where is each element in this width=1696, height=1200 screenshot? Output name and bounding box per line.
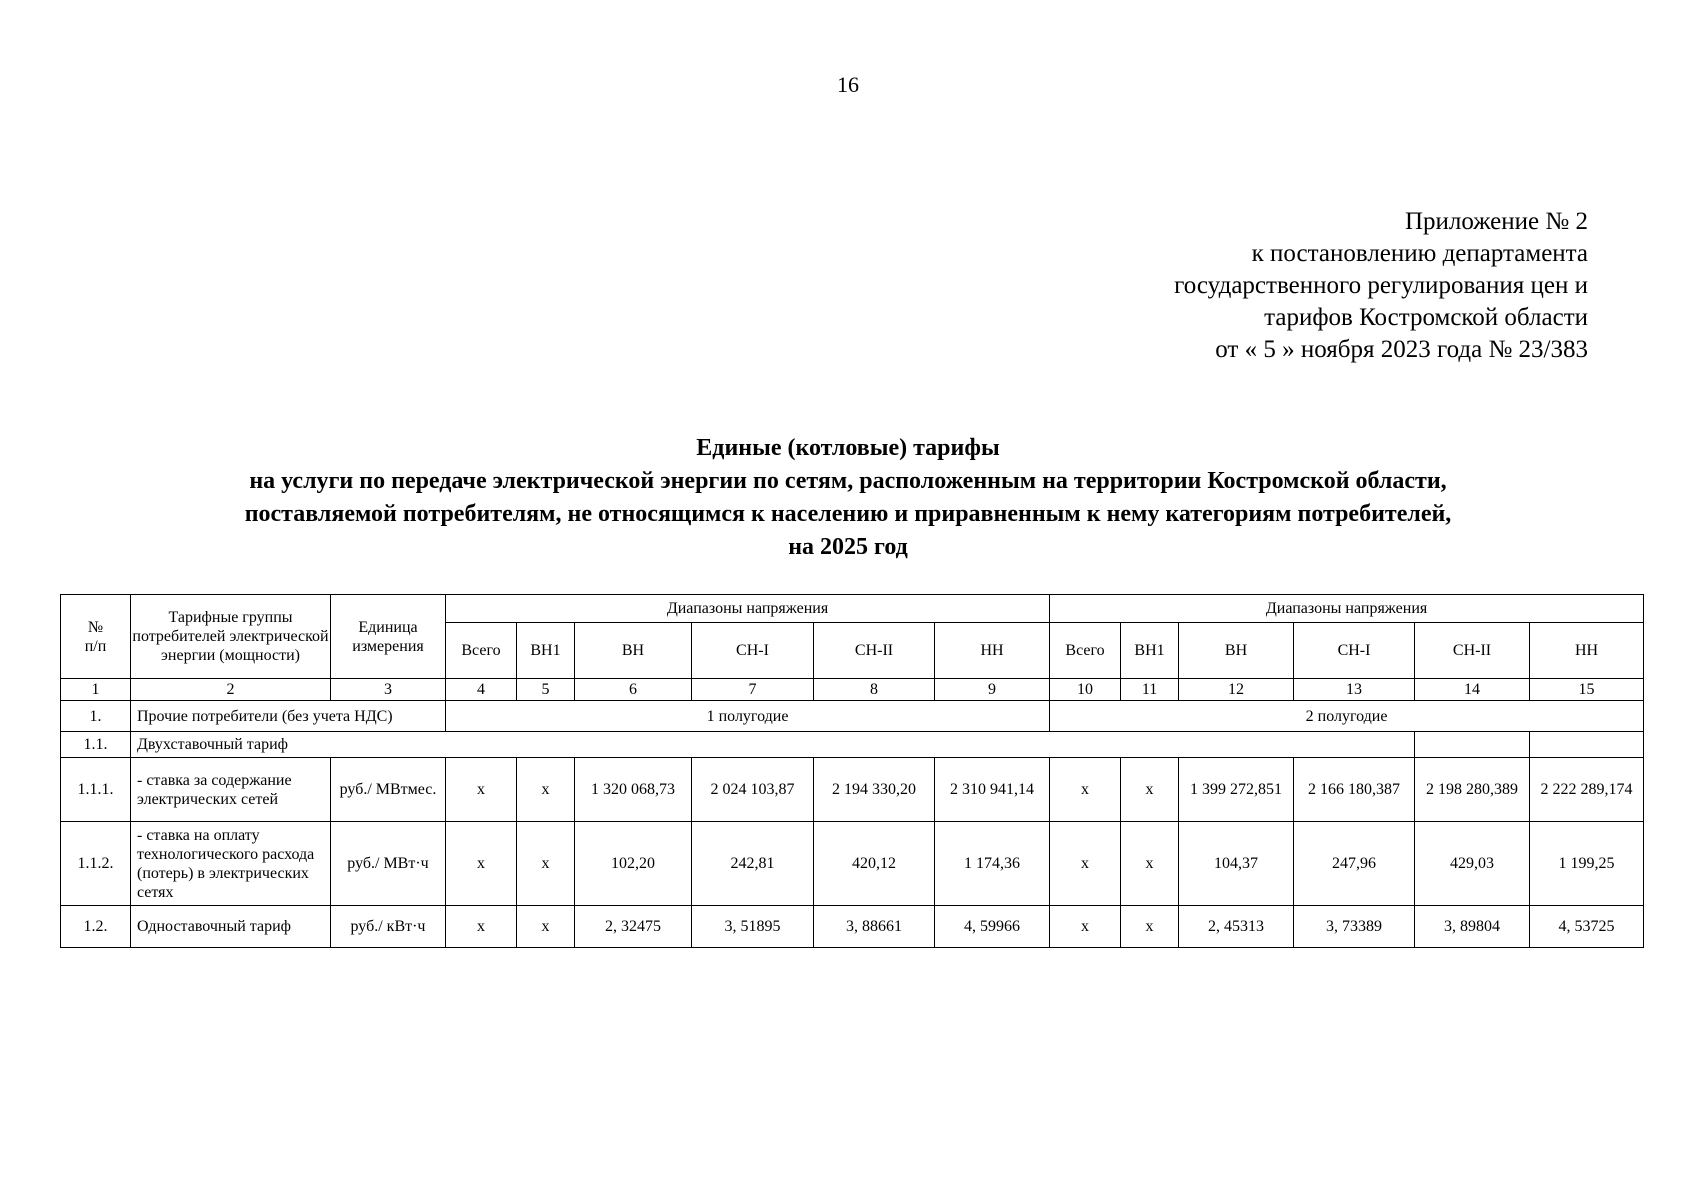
header-num: № п/п <box>61 595 131 679</box>
title-line: Единые (котловые) тарифы <box>696 435 1000 461</box>
header-groups: Тарифные группы потребителей электрической энергии (мощности) <box>131 595 331 679</box>
tariff-value: 2 166 180,387 <box>1294 758 1415 822</box>
table-row <box>61 758 1644 822</box>
voltage-range-header: ВН <box>1179 623 1294 679</box>
title-line: на 2025 год <box>788 534 908 560</box>
tariff-value: 1 174,36 <box>935 822 1050 906</box>
table-row <box>61 701 1644 732</box>
tariff-value: 4, 59966 <box>935 906 1050 948</box>
voltage-range-header: ВН1 <box>517 623 575 679</box>
voltage-range-header: НН <box>1530 623 1644 679</box>
header-ranges-2: Диапазоны напряжения <box>1050 595 1644 623</box>
table-row <box>61 822 1644 906</box>
table-header-row <box>61 595 1644 623</box>
tariff-value: 3, 88661 <box>814 906 935 948</box>
appendix-line: от « 5 » ноября 2023 года № 23/383 <box>1215 336 1588 363</box>
tariff-value: 4, 53725 <box>1530 906 1644 948</box>
column-number: 7 <box>692 679 814 701</box>
voltage-range-header: СН-II <box>814 623 935 679</box>
voltage-range-header: СН-I <box>692 623 814 679</box>
empty-cell <box>1530 732 1644 758</box>
tariff-value: х <box>1050 758 1121 822</box>
tariff-value: 2, 45313 <box>1179 906 1294 948</box>
column-number: 1 <box>61 679 131 701</box>
tariff-value: 247,96 <box>1294 822 1415 906</box>
column-number: 13 <box>1294 679 1415 701</box>
column-number: 9 <box>935 679 1050 701</box>
tariff-value: 2 198 280,389 <box>1415 758 1530 822</box>
table-row <box>61 906 1644 948</box>
header-unit: Единица измерения <box>331 595 446 679</box>
tariff-value: 429,03 <box>1415 822 1530 906</box>
column-number-row <box>61 679 1644 701</box>
tariff-value: х <box>446 758 517 822</box>
row-unit: руб./ МВтмес. <box>331 758 446 822</box>
appendix-line: к постановлению департамента <box>1251 240 1588 267</box>
row-name: - ставка на оплату технологического расхода (потерь) в электрических сетях <box>131 822 331 906</box>
tariff-value: х <box>1121 906 1179 948</box>
column-number: 3 <box>331 679 446 701</box>
tariff-value: 1 320 068,73 <box>575 758 692 822</box>
appendix-block <box>1174 206 1588 366</box>
tariff-value: х <box>1050 906 1121 948</box>
tariff-value: х <box>1121 822 1179 906</box>
column-number: 12 <box>1179 679 1294 701</box>
tariff-value: 2 222 289,174 <box>1530 758 1644 822</box>
tariff-value: х <box>1121 758 1179 822</box>
tariff-value: х <box>446 822 517 906</box>
tariff-value: 2 194 330,20 <box>814 758 935 822</box>
tariff-value: 242,81 <box>692 822 814 906</box>
header-ranges-1: Диапазоны напряжения <box>446 595 1050 623</box>
tariff-value: 3, 51895 <box>692 906 814 948</box>
row-name: Прочие потребители (без учета НДС) <box>131 701 446 732</box>
row-name: - ставка за содержание электрических сетей <box>131 758 331 822</box>
column-number: 2 <box>131 679 331 701</box>
appendix-line: государственного регулирования цен и <box>1174 272 1588 299</box>
column-number: 4 <box>446 679 517 701</box>
tariff-value: х <box>446 906 517 948</box>
column-number: 10 <box>1050 679 1121 701</box>
tariff-value: х <box>517 822 575 906</box>
appendix-line: Приложение № 2 <box>1404 208 1588 235</box>
voltage-range-header: Всего <box>446 623 517 679</box>
column-number: 14 <box>1415 679 1530 701</box>
tariff-value: 102,20 <box>575 822 692 906</box>
half-year-1: 1 полугодие <box>446 701 1050 732</box>
tariff-value: х <box>517 906 575 948</box>
table-row <box>61 732 1644 758</box>
tariff-value: 2 310 941,14 <box>935 758 1050 822</box>
tariff-value: 104,37 <box>1179 822 1294 906</box>
tariff-value: 1 399 272,851 <box>1179 758 1294 822</box>
column-number: 6 <box>575 679 692 701</box>
row-name: Одноставочный тариф <box>131 906 331 948</box>
tariff-value: х <box>517 758 575 822</box>
half-year-2: 2 полугодие <box>1050 701 1644 732</box>
tariff-value: 2 024 103,87 <box>692 758 814 822</box>
column-number: 8 <box>814 679 935 701</box>
voltage-range-header: СН-II <box>1415 623 1530 679</box>
tariff-value: 3, 89804 <box>1415 906 1530 948</box>
row-name: Двухставочный тариф <box>131 732 1415 758</box>
row-unit: руб./ кВт·ч <box>331 906 446 948</box>
voltage-range-header: ВН <box>575 623 692 679</box>
column-number: 15 <box>1530 679 1644 701</box>
tariff-value: 3, 73389 <box>1294 906 1415 948</box>
title-line: на услуги по передаче электрической энергии по сетям, расположенным на территории Костромской области, <box>249 468 1447 494</box>
title-line: поставляемой потребителям, не относящимся к населению и приравненным к нему категориям потребителей, <box>244 501 1452 527</box>
column-number: 5 <box>517 679 575 701</box>
appendix-line: тарифов Костромской области <box>1264 304 1588 331</box>
page-number: 16 <box>837 72 859 97</box>
tariff-value: 420,12 <box>814 822 935 906</box>
tariff-table <box>60 594 1644 948</box>
voltage-range-header: ВН1 <box>1121 623 1179 679</box>
empty-cell <box>1415 732 1530 758</box>
document-title <box>0 432 1696 564</box>
voltage-range-header: СН-I <box>1294 623 1415 679</box>
column-number: 11 <box>1121 679 1179 701</box>
row-num: 1.1.2. <box>61 822 131 906</box>
row-num: 1.1.1. <box>61 758 131 822</box>
tariff-value: х <box>1050 822 1121 906</box>
row-num: 1.1. <box>61 732 131 758</box>
voltage-range-header: Всего <box>1050 623 1121 679</box>
tariff-value: 2, 32475 <box>575 906 692 948</box>
tariff-value: 1 199,25 <box>1530 822 1644 906</box>
row-num: 1.2. <box>61 906 131 948</box>
row-unit: руб./ МВт·ч <box>331 822 446 906</box>
row-num: 1. <box>61 701 131 732</box>
voltage-range-header: НН <box>935 623 1050 679</box>
